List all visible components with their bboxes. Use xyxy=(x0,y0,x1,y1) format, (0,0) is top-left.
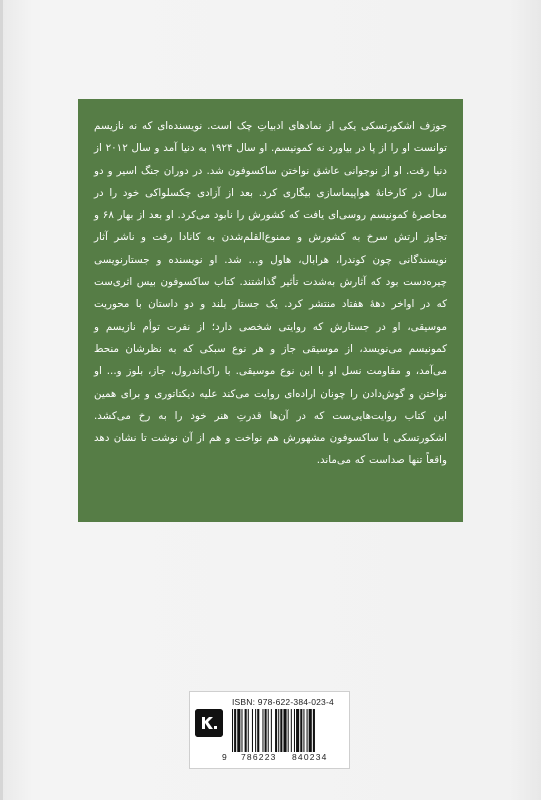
barcode-icon xyxy=(232,709,344,752)
cover-spine-edge xyxy=(0,0,3,800)
barcode-digits xyxy=(222,752,350,764)
barcode-left-digits: 786223 xyxy=(241,752,277,762)
isbn-label: ISBN: 978-622-384-023-4 xyxy=(232,697,334,707)
publisher-logo-icon xyxy=(195,709,223,737)
barcode-right-digits: 840234 xyxy=(292,752,328,762)
book-blurb-text: جوزف اشکورتسکی یکی از نمادهای ادبیاتِ چک است. نویسنده‌ای که نه نازیسم توانست او را از پا در بیاورد نه کمونیسم. او سال ۱۹۲۴ به دنیا آمد و سال ۲۰۱۲ از دنیا رفت. او از نوجوانی عاشق نواختن ساکسوفون شد. در دوران جنگ اسیر و دو سال در کارخانهٔ هواپیماسازی بیگاری کرد. بعد از آزادی چکسلواکی خود را در محاصرهٔ کمونیسم روسی‌ای یافت که کشورش را نابود می‌کرد. او بعد از بهار ۶۸ و تجاوز ارتش سرخ به کشورش و ممنوع‌القلم‌شدن به کانادا رفت و ناشر آثار نویسندگانی چون کوندرا، هرابال، هاول و... شد. او نویسنده و جستارنویسی چیره‌دست بود که آثارش به‌شدت تأثیر گذاشتند. کتاب ساکسوفون بیس اثری‌ست که در اواخر دههٔ هفتاد منتشر کرد. یک جستار بلند و دو داستان با محوریت موسیقی، او در جستارش که روایتی شخصی دارد؛ از نفرت توأم نازیسم و کمونیسم می‌نویسد، از موسیقی جاز و هر نوع سبکی که به نظرشان منحط می‌آمد، و مقاومت نسل او با این نوع موسیقی. با راک‌اندرول، جاز، بلوز و... او نواختن و گوش‌دادن را چونان اراده‌ای روایت می‌کند علیه دیکتاتوری و برای همین این کتاب روایت‌هایی‌ست که در آن‌ها قدرتِ هنر خود را به رخ می‌کشد. اشکورتسکی با ساکسوفون مشهورش هم نواخت و هم از آن نوشت تا نشان دهد واقعاً تنها صداست که می‌ماند. xyxy=(94,120,448,467)
blurb-panel xyxy=(78,99,463,522)
barcode-lead-digit: 9 xyxy=(222,752,227,762)
